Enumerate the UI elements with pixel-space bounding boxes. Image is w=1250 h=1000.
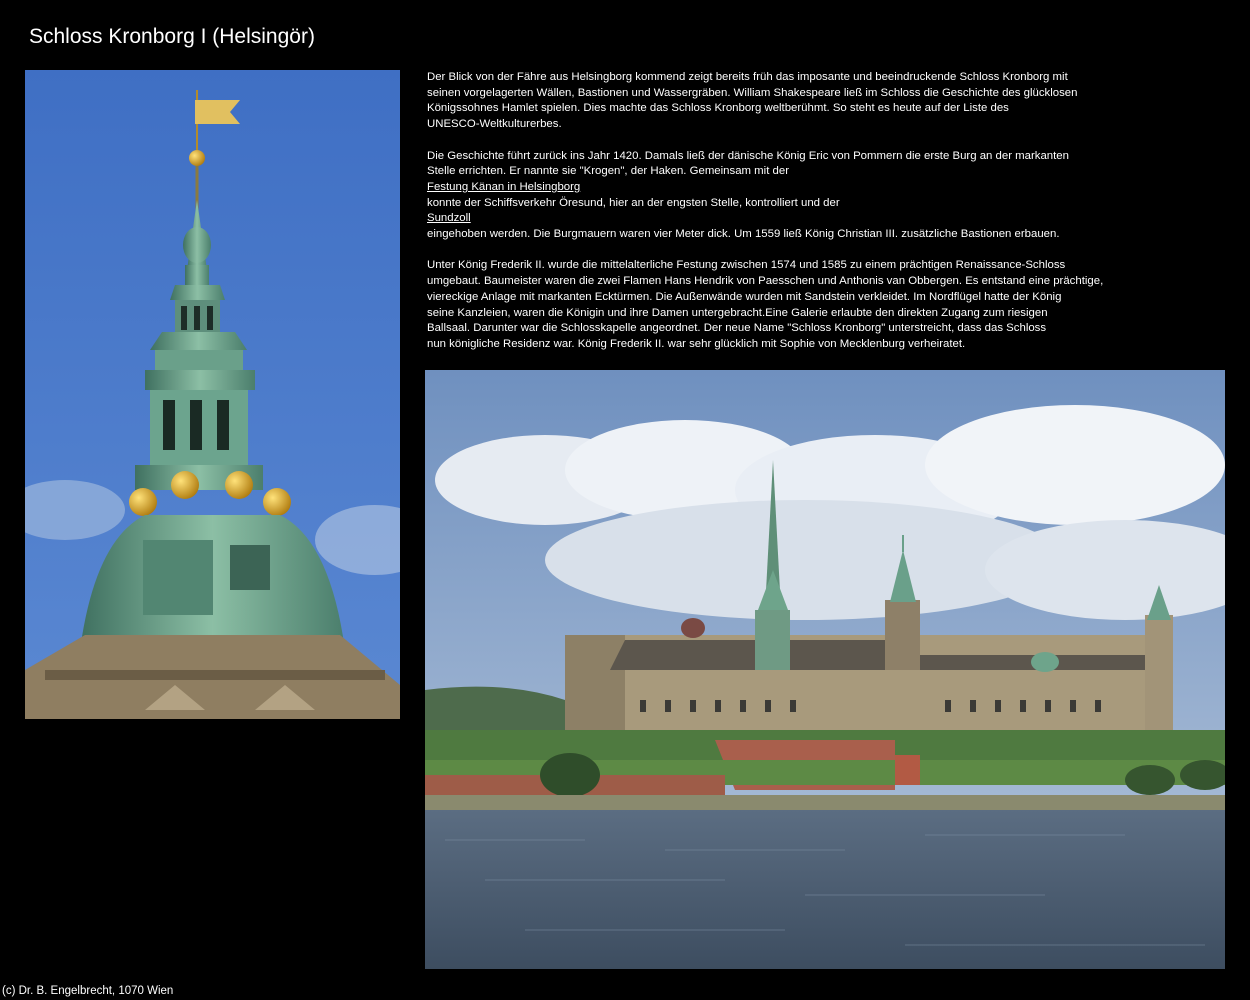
text-line: eingehoben werden. Die Burgmauern waren vier Meter dick. Um 1559 ließ König Christian III. zusätzliche Bastionen erbauen.	[427, 228, 1060, 241]
text-line: umgebaut. Baumeister waren die zwei Flamen Hans Hendrik von Paesschen und Anthonis van Obbergen. Es entstand eine prächtige,	[427, 275, 1104, 288]
page-title: Schloss Kronborg I (Helsingör)	[29, 25, 315, 48]
footer-copyright: (c) Dr. B. Engelbrecht, 1070 Wien	[2, 985, 174, 997]
paragraph-intro	[427, 70, 1227, 133]
link-festung-kaernan[interactable]: Festung Känan in Helsingborg	[427, 180, 581, 193]
paragraph-history	[427, 149, 1227, 243]
tower-spire-photo[interactable]	[25, 70, 400, 719]
text-line: Ballsaal. Darunter war die Schlosskapelle angeordnet. Der neue Name "Schloss Kronborg" unterstreicht, dass das Schloss	[427, 322, 1047, 335]
castle-view-photo[interactable]	[425, 370, 1225, 969]
text-line: seinen vorgelagerten Wällen, Bastionen und Wassergräben. William Shakespeare ließ im Schloss die Geschichte des glücklosen	[427, 86, 1078, 99]
paragraph-renaissance	[427, 258, 1227, 352]
text-line: konnte der Schiffsverkehr Öresund, hier an der engsten Stelle, kontrolliert und der	[427, 196, 840, 209]
text-line: UNESCO-Weltkulturerbes.	[427, 118, 562, 131]
text-line: Die Geschichte führt zurück ins Jahr 1420. Damals ließ der dänische König Eric von Pommern die erste Burg an der markanten	[427, 149, 1069, 162]
link-sundzoll[interactable]: Sundzoll	[427, 212, 471, 225]
text-line: Königssohnes Hamlet spielen. Dies machte das Schloss Kronborg weltberühmt. So steht es heute auf der Liste des	[427, 102, 1009, 115]
text-line: Unter König Frederik II. wurde die mittelalterliche Festung zwischen 1574 und 1585 zu einem prächtigen Renaissance-Schloss	[427, 259, 1066, 272]
article-text	[427, 70, 1227, 368]
text-line: nun königliche Residenz war. König Frederik II. war sehr glücklich mit Sophie von Mecklenburg verheiratet.	[427, 337, 966, 350]
text-line: seine Kanzleien, waren die Königin und ihre Damen untergebracht.Eine Galerie erlaubte den direkten Zugang zum riesigen	[427, 306, 1048, 319]
text-line: Stelle errichten. Er nannte sie "Krogen", der Haken. Gemeinsam mit der	[427, 165, 789, 178]
text-line: viereckige Anlage mit markanten Ecktürmen. Die Außenwände wurden mit Sandstein verkleidet. Im Nordflügel hatte der König	[427, 290, 1062, 303]
text-line: Der Blick von der Fähre aus Helsingborg kommend zeigt bereits früh das imposante und beeindruckende Schloss Kronborg mit	[427, 71, 1068, 83]
